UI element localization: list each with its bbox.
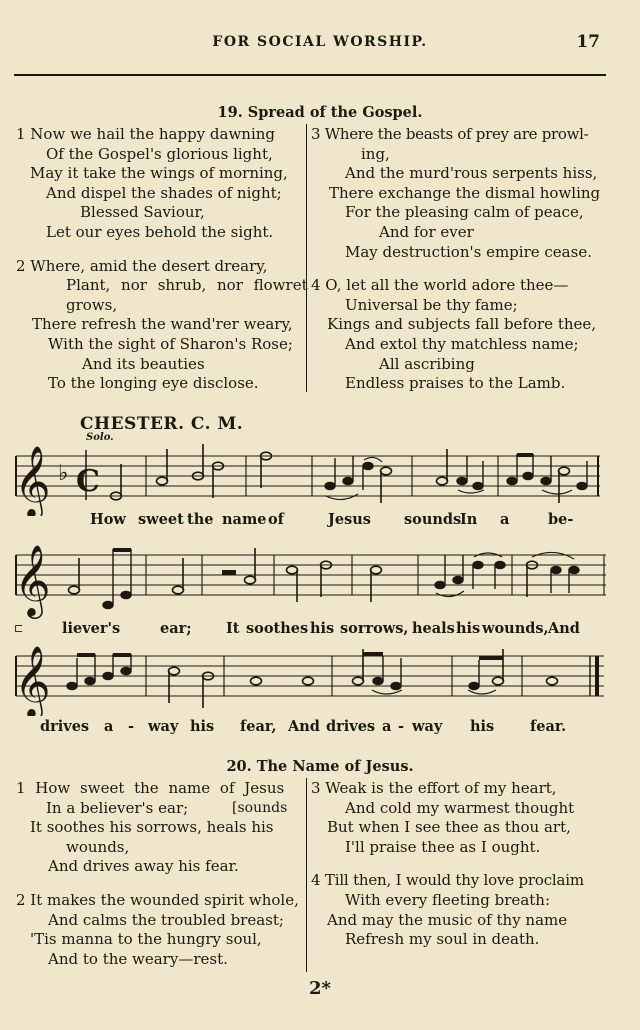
lyric-syllable: - bbox=[398, 718, 405, 735]
verse-gap bbox=[311, 857, 584, 871]
verse-line: And calms the troubled breast; bbox=[48, 910, 284, 929]
lyric-syllable: way bbox=[148, 718, 179, 735]
verse-line: Of the Gospel's glorious light, bbox=[46, 144, 273, 163]
lyric-syllable: his bbox=[190, 718, 215, 735]
hymn-19-left-column bbox=[16, 125, 308, 394]
common-time-icon: C bbox=[76, 464, 100, 499]
lyric-syllable: be- bbox=[548, 511, 574, 528]
verse-overflow-word: [sounds bbox=[232, 800, 288, 816]
lyric-syllable: fear, bbox=[240, 718, 277, 735]
verse-line: Endless praises to the Lamb. bbox=[345, 374, 566, 393]
treble-clef-icon: 𝄞 bbox=[14, 543, 51, 616]
lyric-syllable: In bbox=[460, 511, 478, 528]
solo-marking: Solo. bbox=[86, 432, 114, 443]
lyric-syllable: heals bbox=[412, 620, 455, 637]
lyrics-line-3 bbox=[0, 718, 640, 740]
lyric-syllable: the bbox=[187, 511, 214, 528]
lyric-syllable: And bbox=[548, 620, 580, 637]
lyric-syllable: drives bbox=[40, 718, 90, 735]
lyric-syllable: drives bbox=[326, 718, 376, 735]
verse-line: May it take the wings of morning, bbox=[30, 164, 288, 183]
lyrics-line-1 bbox=[0, 511, 640, 533]
verse-line: 3 Where the beasts of prey are prowl- bbox=[311, 125, 589, 143]
lyric-syllable: wounds, bbox=[482, 620, 549, 637]
lyrics-line-2 bbox=[0, 620, 640, 642]
verse-line: But when I see thee as thou art, bbox=[327, 818, 571, 837]
flat-icon: ♭ bbox=[58, 461, 69, 486]
verse-line: And cold my warmest thought bbox=[345, 798, 575, 817]
lyric-syllable: How bbox=[90, 511, 126, 528]
verse-line: Plant, nor shrub, nor flowret bbox=[66, 276, 308, 295]
verse-line: And drives away his fear. bbox=[48, 857, 239, 876]
lyric-syllable: sweet bbox=[138, 511, 184, 528]
lyric-syllable: soothes bbox=[246, 620, 309, 637]
hymn-20-title: 20. The Name of Jesus. bbox=[226, 758, 414, 775]
page-number: 17 bbox=[576, 32, 600, 52]
verse-line: To the longing eye disclose. bbox=[48, 374, 259, 393]
signature-mark: 2* bbox=[309, 978, 331, 999]
verse-line: And dispel the shades of night; bbox=[46, 183, 282, 202]
verse-line: I'll praise thee as I ought. bbox=[345, 837, 541, 856]
column-divider bbox=[306, 124, 307, 392]
lyric-syllable: of bbox=[268, 511, 284, 528]
tune-name: CHESTER. C. M. bbox=[80, 414, 244, 434]
verse-line: 2 Where, amid the desert dreary, bbox=[16, 256, 268, 275]
verse-line: 4 O, let all the world adore thee— bbox=[311, 276, 569, 295]
lyric-syllable: - bbox=[128, 718, 135, 735]
hymn-19-right-column bbox=[311, 125, 600, 394]
lyric-syllable: Jesus bbox=[328, 511, 371, 528]
verse-line: And may the music of thy name bbox=[327, 910, 568, 929]
lyric-syllable: way bbox=[412, 718, 443, 735]
verse-line: And extol thy matchless name; bbox=[345, 334, 579, 353]
verse-line: And the murd'rous serpents hiss, bbox=[345, 164, 598, 183]
verse-line: And its beauties bbox=[82, 354, 205, 373]
lyric-syllable: liever's bbox=[62, 620, 121, 637]
verse-line: 1 How sweet the name of Jesus bbox=[16, 779, 285, 797]
lyric-syllable: name bbox=[222, 511, 267, 528]
verse-line: For the pleasing calm of peace, bbox=[345, 203, 584, 222]
verse-gap bbox=[16, 877, 299, 891]
verse-line: Let our eyes behold the sight. bbox=[46, 222, 274, 241]
lyric-syllable: a bbox=[500, 511, 510, 528]
lyric-syllable: a bbox=[104, 718, 114, 735]
verse-line: There refresh the wand'rer weary, bbox=[32, 315, 293, 334]
hymn-19-title: 19. Spread of the Gospel. bbox=[217, 104, 423, 121]
verse-line: There exchange the dismal howling bbox=[329, 183, 601, 202]
print-mark: ⊏ bbox=[14, 622, 24, 635]
verse-line: 1 Now we hail the happy dawning bbox=[16, 125, 276, 143]
verse-line: With the sight of Sharon's Rose; bbox=[48, 334, 293, 353]
verse-gap bbox=[311, 262, 600, 276]
lyric-syllable: his bbox=[470, 718, 495, 735]
running-title: FOR SOCIAL WORSHIP. bbox=[212, 34, 428, 50]
verse-line: 4 Till then, I would thy love proclaim bbox=[311, 871, 584, 890]
lyric-syllable: sounds bbox=[404, 511, 462, 528]
lyric-syllable: ear; bbox=[160, 620, 192, 637]
verse-line: Refresh my soul in death. bbox=[345, 930, 540, 949]
verse-line: It soothes his sorrows, heals his bbox=[30, 818, 274, 837]
column-divider bbox=[306, 778, 307, 972]
verse-line: Kings and subjects fall before thee, bbox=[327, 315, 597, 334]
verse-line: grows, bbox=[66, 295, 118, 314]
lyric-syllable: sorrows, bbox=[340, 620, 409, 637]
lyric-syllable: It bbox=[226, 620, 240, 637]
lyric-syllable: a bbox=[382, 718, 392, 735]
verse-line: wounds, bbox=[66, 837, 130, 856]
verse-line: 3 Weak is the effort of my heart, bbox=[311, 779, 557, 797]
treble-clef-icon: 𝄞 bbox=[14, 444, 51, 516]
music-staff-3 bbox=[12, 644, 612, 716]
verse-line: With every fleeting breath: bbox=[345, 890, 550, 909]
verse-line: 2 It makes the wounded spirit whole, bbox=[16, 890, 299, 909]
verse-line: All ascribing bbox=[379, 354, 475, 373]
verse-line: ing, bbox=[361, 144, 390, 163]
header-rule bbox=[14, 74, 606, 76]
verse-line: May destruction's empire cease. bbox=[345, 242, 592, 261]
hymn-20-right-column bbox=[311, 779, 584, 950]
lyric-syllable: his bbox=[310, 620, 335, 637]
music-staff-1 bbox=[12, 444, 612, 516]
verse-line: 'Tis manna to the hungry soul, bbox=[30, 930, 262, 949]
lyric-syllable: And bbox=[288, 718, 320, 735]
verse-line: In a believer's ear; bbox=[46, 798, 189, 817]
music-staff-2 bbox=[12, 541, 612, 621]
verse-line: And to the weary—rest. bbox=[48, 949, 228, 968]
lyric-syllable: fear. bbox=[530, 718, 567, 735]
verse-gap bbox=[16, 243, 308, 257]
verse-line: Universal be thy fame; bbox=[345, 295, 518, 314]
lyric-syllable: his bbox=[456, 620, 481, 637]
treble-clef-icon: 𝄞 bbox=[14, 644, 51, 716]
verse-line: And for ever bbox=[379, 222, 474, 241]
verse-line: Blessed Saviour, bbox=[80, 203, 205, 222]
